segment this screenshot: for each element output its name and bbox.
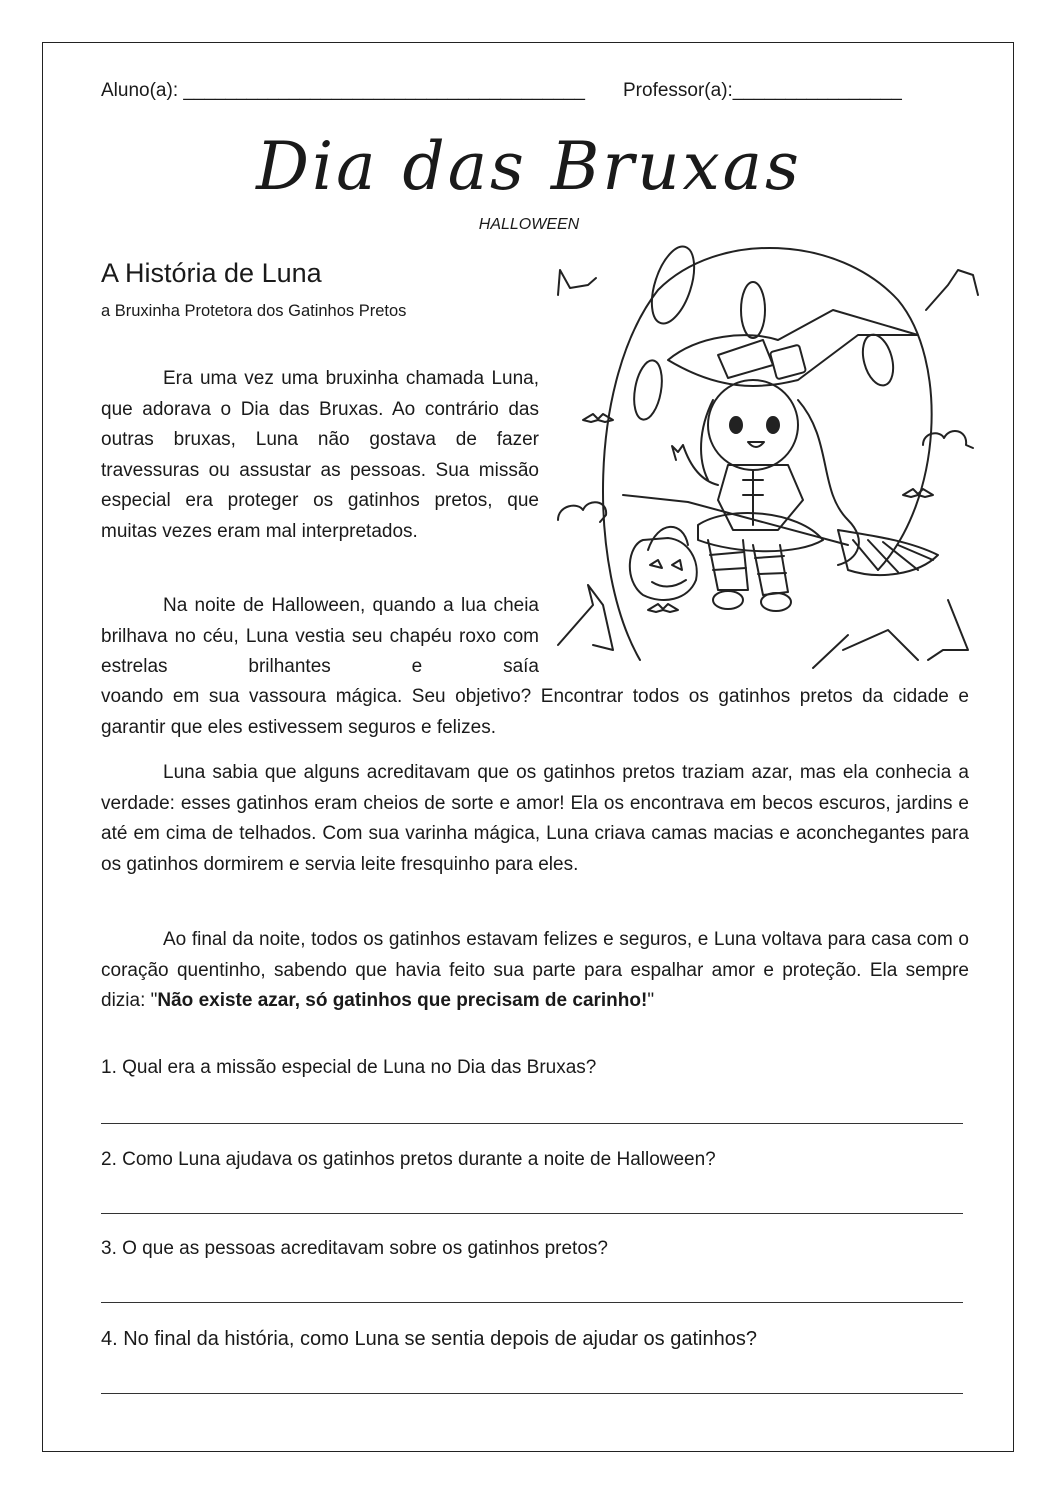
question-3: 3. O que as pessoas acreditavam sobre os gatinhos pretos? xyxy=(101,1238,608,1259)
story-title: A História de Luna xyxy=(101,258,322,288)
header-fields xyxy=(101,80,902,102)
tree-icon xyxy=(558,585,613,650)
question-2: 2. Como Luna ajudava os gatinhos pretos durante a noite de Halloween? xyxy=(101,1149,716,1170)
witch-face-icon xyxy=(708,380,798,470)
bat-icon xyxy=(648,604,678,612)
bat-icon xyxy=(903,489,933,497)
story-paragraph-4 xyxy=(101,925,969,1017)
story-paragraph-2-start: Na noite de Halloween, quando a lua cheia brilhava no céu, Luna vestia seu chapéu roxo com estrelas brilhantes e saía xyxy=(101,595,539,677)
teacher-name-field[interactable]: Professor(a):________________ xyxy=(623,80,902,101)
student-name-field[interactable]: Aluno(a): ______________________________________ xyxy=(101,80,585,101)
answer-line-3[interactable] xyxy=(101,1302,963,1303)
witch-on-broom-illustration xyxy=(548,240,984,672)
paragraph-4-quote: Não existe azar, só gatinhos que precisam de carinho! xyxy=(157,990,648,1011)
cloud-icon xyxy=(558,502,606,522)
page-subtitle: HALLOWEEN xyxy=(478,216,580,233)
page-title: Dia das Bruxas xyxy=(256,128,802,205)
story-paragraph-3: Luna sabia que alguns acreditavam que os gatinhos pretos traziam azar, mas ela conhecia a verdade: esses gatinhos eram cheios de sorte e amor! Ela os encontrava em becos escuros, jardins e até em cima de telhados. Com sua varinha mágica, Luna criava camas macias e aconchegantes para os gatinhos dormirem e servia leite fresquinho para eles. xyxy=(101,762,969,875)
paragraph-4-close-quote: " xyxy=(647,990,655,1011)
tree-icon xyxy=(928,600,968,660)
story-paragraph-2-end: voando em sua vassoura mágica. Seu objetivo? Encontrar todos os gatinhos pretos da cidade e garantir que eles estivessem seguros e felizes. xyxy=(101,686,969,738)
paragraph-4-text: Ao final da noite, todos os gatinhos estavam felizes e seguros, e Luna voltava para casa com o coração quentinho, sabendo que havia feito sua parte para espalhar amor e proteção. Ela sempre dizia: " xyxy=(101,929,969,1011)
question-1: 1. Qual era a missão especial de Luna no Dia das Bruxas? xyxy=(101,1057,597,1078)
answer-line-2[interactable] xyxy=(101,1213,963,1214)
broom-icon xyxy=(623,495,848,545)
answer-line-1[interactable] xyxy=(101,1123,963,1124)
cloud-icon xyxy=(926,270,978,310)
pumpkin-bucket-icon xyxy=(630,538,697,600)
cloud-icon xyxy=(558,270,596,295)
answer-line-4[interactable] xyxy=(101,1393,963,1394)
story-subtitle: a Bruxinha Protetora dos Gatinhos Pretos xyxy=(101,302,407,320)
question-4: 4. No final da história, como Luna se sentia depois de ajudar os gatinhos? xyxy=(101,1328,757,1350)
tree-icon xyxy=(813,630,918,668)
story-paragraph-1: Era uma vez uma bruxinha chamada Luna, que adorava o Dia das Bruxas. Ao contrário das outras bruxas, Luna não gostava de fazer travessuras ou assustar as pessoas. Sua missão especial era proteger os gatinhos pretos, que muitas vezes eram mal interpretados. xyxy=(101,368,539,542)
